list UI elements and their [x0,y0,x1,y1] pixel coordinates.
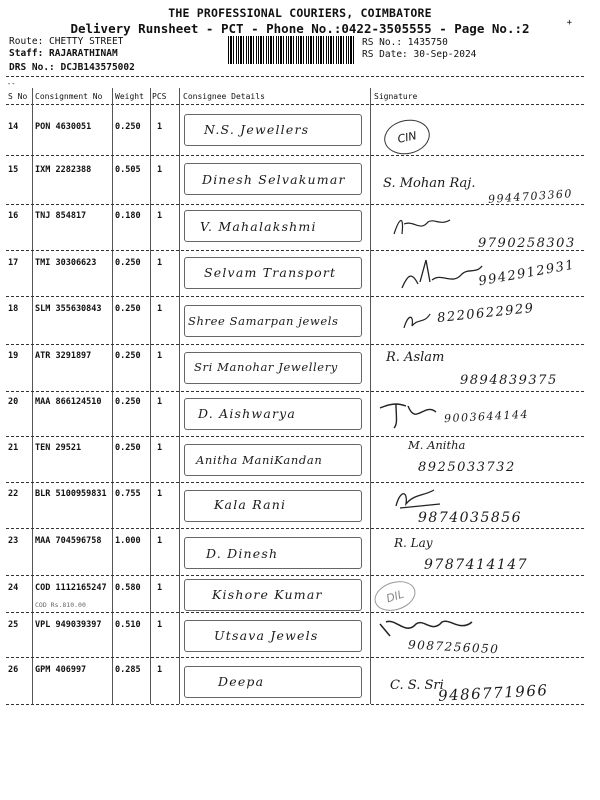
phone-number: 8925033732 [418,460,516,475]
consignee-name: D. Dinesh [206,546,279,561]
divider [6,76,584,77]
row-divider [6,528,584,529]
consignee-name: Dinesh Selvakumar [202,172,346,187]
row-divider [6,155,584,156]
consignee-name: N.S. Jewellers [204,122,310,137]
col-signature: Signature [374,92,418,101]
row-divider [6,657,584,658]
row-sno: 24 [8,583,19,593]
row-weight: 0.250 [115,304,141,314]
phone-number: 8220622929 [436,300,536,327]
row-sno: 15 [8,165,19,175]
row-consignment: BLR 5100959831 [35,489,107,499]
stamp-icon: CIN [381,116,433,159]
consignee-name: D. Aishwarya [198,406,297,421]
row-weight: 0.285 [115,665,141,675]
row-weight: 1.000 [115,536,141,546]
signature-scribble-icon [390,212,460,242]
row-weight: 0.250 [115,258,141,268]
signature-scribble-icon [376,396,446,432]
signature-text: R. Lay [394,536,433,550]
row-sno: 18 [8,304,19,314]
phone-number: 9944703360 [487,187,574,206]
row-divider [6,296,584,297]
row-consignment: TNJ 854817 [35,211,87,221]
signature-text: R. Aslam [386,350,445,365]
row-pcs: 1 [157,620,163,630]
consignee-name: Selvam Transport [204,265,337,280]
row-divider [6,482,584,483]
consignee-name: Shree Samarpan jewels [188,314,339,328]
row-pcs: 1 [157,258,163,268]
row-divider [6,575,584,576]
row-sno: 19 [8,351,19,361]
row-consignment: VPL 949039397 [35,620,102,630]
col-consignee: Consignee Details [183,92,265,101]
consignee-name: V. Mahalakshmi [200,219,317,234]
consignee-name: Kishore Kumar [212,587,323,602]
signature-text: M. Anitha [408,438,466,452]
dash-mark: -- [7,80,16,88]
row-pcs: 1 [157,304,163,314]
consignee-name: Anitha ManiKandan [196,453,323,467]
row-weight: 0.250 [115,443,141,453]
row-consignment: COD 1112165247 [35,583,107,593]
row-consignment: TMI 30306623 [35,258,97,268]
row-consignment: MAA 704596758 [35,536,102,546]
row-sno: 16 [8,211,19,221]
row-consignment: IXM 2282388 [35,165,92,175]
runsheet-subtitle: Delivery Runsheet - PCT - Phone No.:0422-3505555 - Page No.:2 [70,21,530,36]
row-pcs: 1 [157,397,163,407]
phone-number: 9942912931 [477,257,577,290]
signature-scribble-icon [398,304,438,334]
barcode-icon [228,36,354,64]
row-divider [6,436,584,437]
signature-text: C. S. Sri [390,678,444,693]
consignee-name: Kala Rani [214,497,287,512]
row-sno: 14 [8,122,19,132]
row-sno: 23 [8,536,19,546]
row-sno: 20 [8,397,19,407]
phone-number: 9003644144 [443,407,530,426]
row-weight: 0.755 [115,489,141,499]
col-sno: S No [8,92,28,101]
rs-number: RS No.: 1435750 [362,37,448,48]
row-pcs: 1 [157,489,163,499]
col-pcs: PCS [152,92,167,101]
signature-text: S. Mohan Raj. [383,176,476,191]
divider [6,104,584,105]
consignee-name: Sri Manohar Jewellery [194,360,338,374]
row-consignment: GPM 406997 [35,665,87,675]
row-weight: 0.580 [115,583,141,593]
phone-number: 9790258303 [478,236,576,251]
row-weight: 0.510 [115,620,141,630]
col-weight: Weight [115,92,144,101]
row-divider [6,704,584,705]
row-consignment: PON 4630051 [35,122,92,132]
row-pcs: 1 [157,536,163,546]
row-weight: 0.250 [115,122,141,132]
consignee-name: Deepa [218,674,265,689]
row-weight: 0.250 [115,351,141,361]
consignee-name: Utsava Jewels [214,628,319,643]
row-sno: 22 [8,489,19,499]
row-divider [6,612,584,613]
row-sno: 25 [8,620,19,630]
route-label: Route: CHETTY STREET [9,36,124,47]
drs-number: DRS No.: DCJB143575002 [9,62,135,73]
row-divider [6,391,584,392]
row-divider [6,344,584,345]
row-pcs: 1 [157,443,163,453]
row-sno: 17 [8,258,19,268]
row-weight: 0.180 [115,211,141,221]
row-weight: 0.250 [115,397,141,407]
company-title: THE PROFESSIONAL COURIERS, COIMBATORE [168,6,432,20]
row-weight: 0.505 [115,165,141,175]
row-pcs: 1 [157,211,163,221]
row-consignment: SLM 355630843 [35,304,102,314]
consignee-box [184,666,362,698]
staff-label: Staff: RAJARATHINAM [9,48,118,59]
cod-amount: COD Rs.810.00 [35,601,86,609]
row-sno: 26 [8,665,19,675]
signature-scribble-icon [396,252,486,294]
row-pcs: 1 [157,122,163,132]
row-pcs: 1 [157,351,163,361]
row-pcs: 1 [157,583,163,593]
row-consignment: TEN 29521 [35,443,82,453]
row-consignment: MAA 866124510 [35,397,102,407]
row-consignment: ATR 3291897 [35,351,92,361]
row-pcs: 1 [157,165,163,175]
stamp-icon: DIL [371,576,420,616]
phone-number: 9894839375 [460,373,558,388]
row-sno: 21 [8,443,19,453]
phone-number: 9874035856 [418,510,523,526]
phone-number: 9087256050 [407,637,500,657]
col-consignment: Consignment No [35,92,103,101]
phone-number: 9787414147 [424,557,529,573]
row-pcs: 1 [157,665,163,675]
corner-mark: + [566,18,572,28]
rs-date: RS Date: 30-Sep-2024 [362,49,477,60]
phone-number: 9486771966 [437,681,549,705]
